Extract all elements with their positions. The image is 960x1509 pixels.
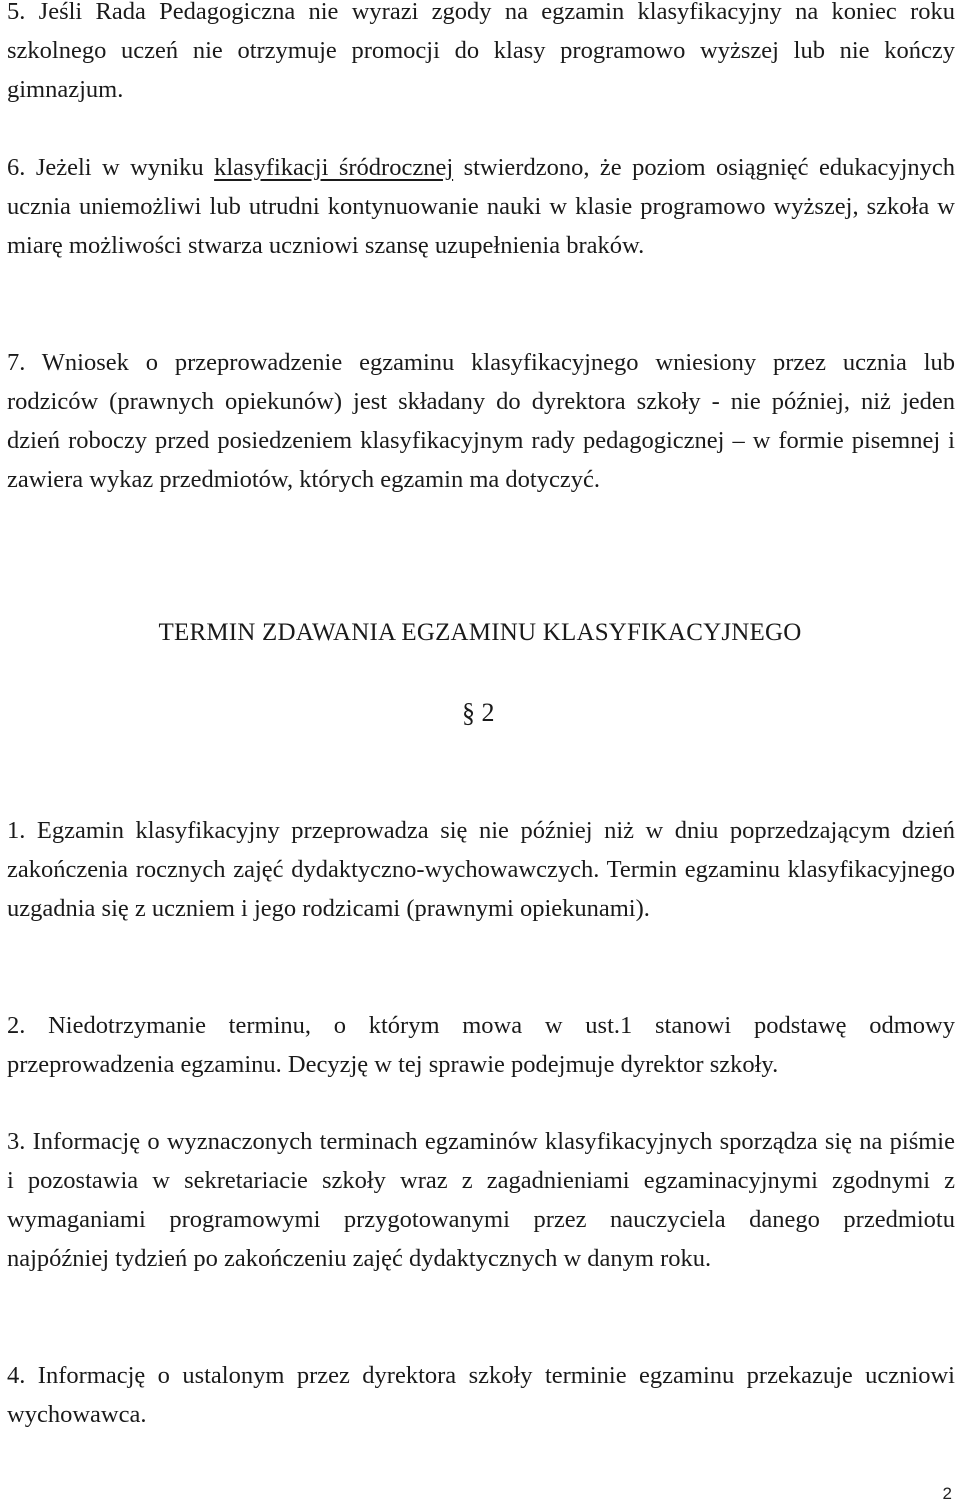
section-paragraph-3 bbox=[7, 1122, 955, 1278]
underlined-term: klasyfikacji śródrocznej bbox=[214, 154, 454, 181]
paragraph-number: 3. bbox=[7, 1128, 26, 1155]
paragraph-text-before: Jeżeli w wyniku bbox=[25, 154, 215, 181]
paragraph-text: Egzamin klasyfikacyjny przeprowadza się nie później niż w dniu poprzedzającym dzień zakończenia rocznych zajęć dydaktyczno-wychowawczych. Termin egzaminu klasyfikacyjnego uzgadnia się z uczniem i jego rodzicami (prawnymi opiekunami). bbox=[7, 817, 955, 922]
section-paragraph-2 bbox=[7, 1006, 955, 1084]
section-heading: TERMIN ZDAWANIA EGZAMINU KLASYFIKACYJNEGO bbox=[158, 619, 802, 646]
section-paragraph-4 bbox=[7, 1356, 955, 1434]
paragraph-text: Wniosek o przeprowadzenie egzaminu klasyfikacyjnego wniesiony przez ucznia lub rodziców (prawnych opiekunów) jest składany do dyrektora szkoły - nie później, niż jeden dzień roboczy przed posiedzeniem klasyfikacyjnym rady pedagogicznej – w formie pisemnej i zawiera wykaz przedmiotów, których egzamin ma dotyczyć. bbox=[7, 349, 955, 493]
paragraph-text-after: stwierdzono, że poziom osiągnięć edukacyjnych ucznia uniemożliwi lub utrudni kontynuowanie nauki w klasie programowo wyższej, szkoła w miarę możliwości stwarza uczniowi szansę uzupełnienia braków. bbox=[7, 154, 956, 259]
section-mark bbox=[462, 698, 495, 728]
paragraph-number: 6. bbox=[7, 154, 26, 181]
section-paragraph-1 bbox=[7, 811, 955, 928]
paragraph-number: 1. bbox=[7, 817, 26, 844]
page-number: 2 bbox=[942, 1484, 952, 1503]
section-number: 2 bbox=[481, 698, 495, 727]
paragraph-number: 5. bbox=[7, 0, 26, 25]
paragraph-7 bbox=[7, 343, 955, 499]
paragraph-6 bbox=[7, 148, 955, 265]
paragraph-number: 2. bbox=[7, 1012, 26, 1039]
paragraph-number: 4. bbox=[7, 1362, 26, 1389]
paragraph-text: Informację o ustalonym przez dyrektora szkoły terminie egzaminu przekazuje uczniowi wychowawca. bbox=[7, 1362, 955, 1428]
paragraph-text: Jeśli Rada Pedagogiczna nie wyrazi zgody na egzamin klasyfikacyjny na koniec roku szkolnego uczeń nie otrzymuje promocji do klasy programowo wyższej lub nie kończy gimnazjum. bbox=[7, 0, 955, 103]
section-symbol: § bbox=[462, 697, 475, 728]
paragraph-text: Informację o wyznaczonych terminach egzaminów klasyfikacyjnych sporządza się na piśmie i pozostawia w sekretariacie szkoły wraz z zagadnieniami egzaminacyjnymi zgodnymi z wymaganiami programowymi przygotowanymi przez nauczyciela danego przedmiotu najpóźniej tydzień po zakończeniu zajęć dydaktycznych w danym roku. bbox=[7, 1128, 955, 1272]
paragraph-5 bbox=[7, 0, 955, 109]
paragraph-text: Niedotrzymanie terminu, o którym mowa w ust.1 stanowi podstawę odmowy przeprowadzenia egzaminu. Decyzję w tej sprawie podejmuje dyrektor szkoły. bbox=[7, 1012, 955, 1078]
paragraph-number: 7. bbox=[7, 349, 26, 376]
